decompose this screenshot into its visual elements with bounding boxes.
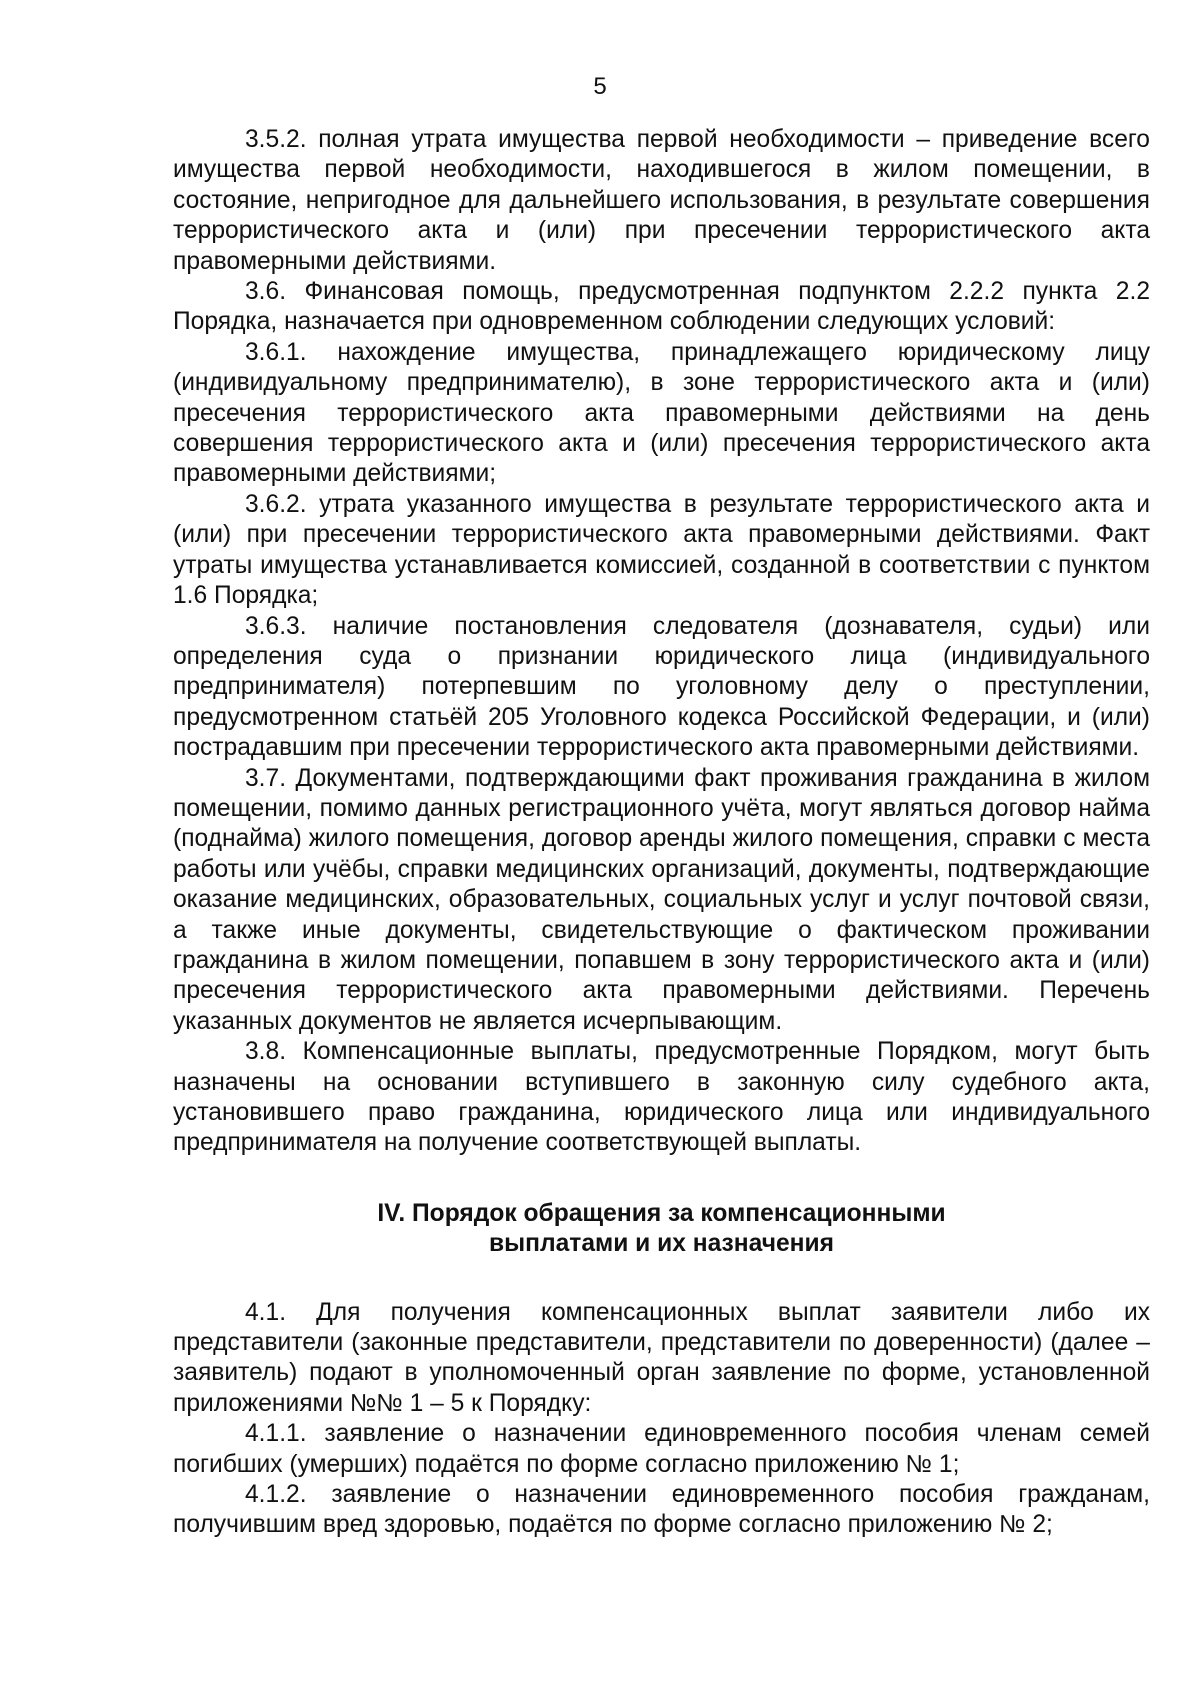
paragraph-3-7: 3.7. Документами, подтверждающими факт проживания гражданина в жилом помещении, помимо данных регистрационного учёта, могут являться договор найма (поднайма) жилого помещения, договор аренды жилого помещения, справки с места работы или учёбы, справки медицинских организаций, документы, подтверждающие оказание медицинских, образовательных, социальных услуг и услуг почтовой связи, а также иные документы, свидетельствующие о фактическом проживании гражданина в жилом помещении, попавшем в зону террористического акта и (или) пресечения террористического акта правомерными действиями. Перечень указанных документов не является исчерпывающим.	[173, 764, 1150, 1035]
paragraph-4-1-2: 4.1.2. заявление о назначении единовременного пособия гражданам, получившим вред здоровью, подаётся по форме согласно приложению № 2;	[173, 1481, 1150, 1539]
paragraph-3-6-1: 3.6.1. нахождение имущества, принадлежащего юридическому лицу (индивидуальному предпринимателю), в зоне террористического акта и (или) пресечения террористического акта правомерными действиями на день совершения террористического акта и (или) пресечения террористического акта правомерными действиями;	[173, 338, 1150, 488]
paragraph-3-6: 3.6. Финансовая помощь, предусмотренная подпунктом 2.2.2 пункта 2.2 Порядка, назначается при одновременном соблюдении следующих условий:	[173, 278, 1150, 336]
section-heading-line-2: выплатами и их назначения	[489, 1230, 834, 1258]
paragraph-4-1-1: 4.1.1. заявление о назначении единовременного пособия членам семей погибших (умерших) подаётся по форме согласно приложению № 1;	[173, 1420, 1150, 1478]
paragraph-3-8: 3.8. Компенсационные выплаты, предусмотренные Порядком, могут быть назначены на основании вступившего в законную силу судебного акта, установившего право гражданина, юридического лица или индивидуального предпринимателя на получение соответствующей выплаты.	[173, 1038, 1150, 1157]
section-heading-line-1: IV. Порядок обращения за компенсационными	[377, 1199, 946, 1227]
document-body	[173, 125, 1150, 1541]
heading-spacer	[173, 1260, 1150, 1298]
section-heading	[173, 1199, 1150, 1260]
paragraph-3-6-2: 3.6.2. утрата указанного имущества в результате террористического акта и (или) при пресечении террористического акта правомерными действиями. Факт утраты имущества устанавливается комиссией, созданной в соответствии с пунктом 1.6 Порядка;	[173, 490, 1150, 610]
paragraph-4-1: 4.1. Для получения компенсационных выплат заявители либо их представители (законные представители, представители по доверенности) (далее – заявитель) подают в уполномоченный орган заявление по форме, установленной приложениями №№ 1 – 5 к Порядку:	[173, 1298, 1150, 1417]
paragraph-3-5-2: 3.5.2. полная утрата имущества первой необходимости – приведение всего имущества первой необходимости, находившегося в жилом помещении, в состояние, непригодное для дальнейшего использования, в результате совершения террористического акта и (или) при пресечении террористического акта правомерными действиями.	[173, 126, 1150, 275]
page-number: 5	[593, 73, 607, 100]
paragraph-3-6-3: 3.6.3. наличие постановления следователя (дознавателя, судьи) или определения суда о признании юридического лица (индивидуального предпринимателя) потерпевшим по уголовному делу о преступлении, предусмотренном статьёй 205 Уголовного кодекса Российской Федерации, и (или) пострадавшим при пресечении террористического акта правомерными действиями.	[173, 612, 1150, 762]
